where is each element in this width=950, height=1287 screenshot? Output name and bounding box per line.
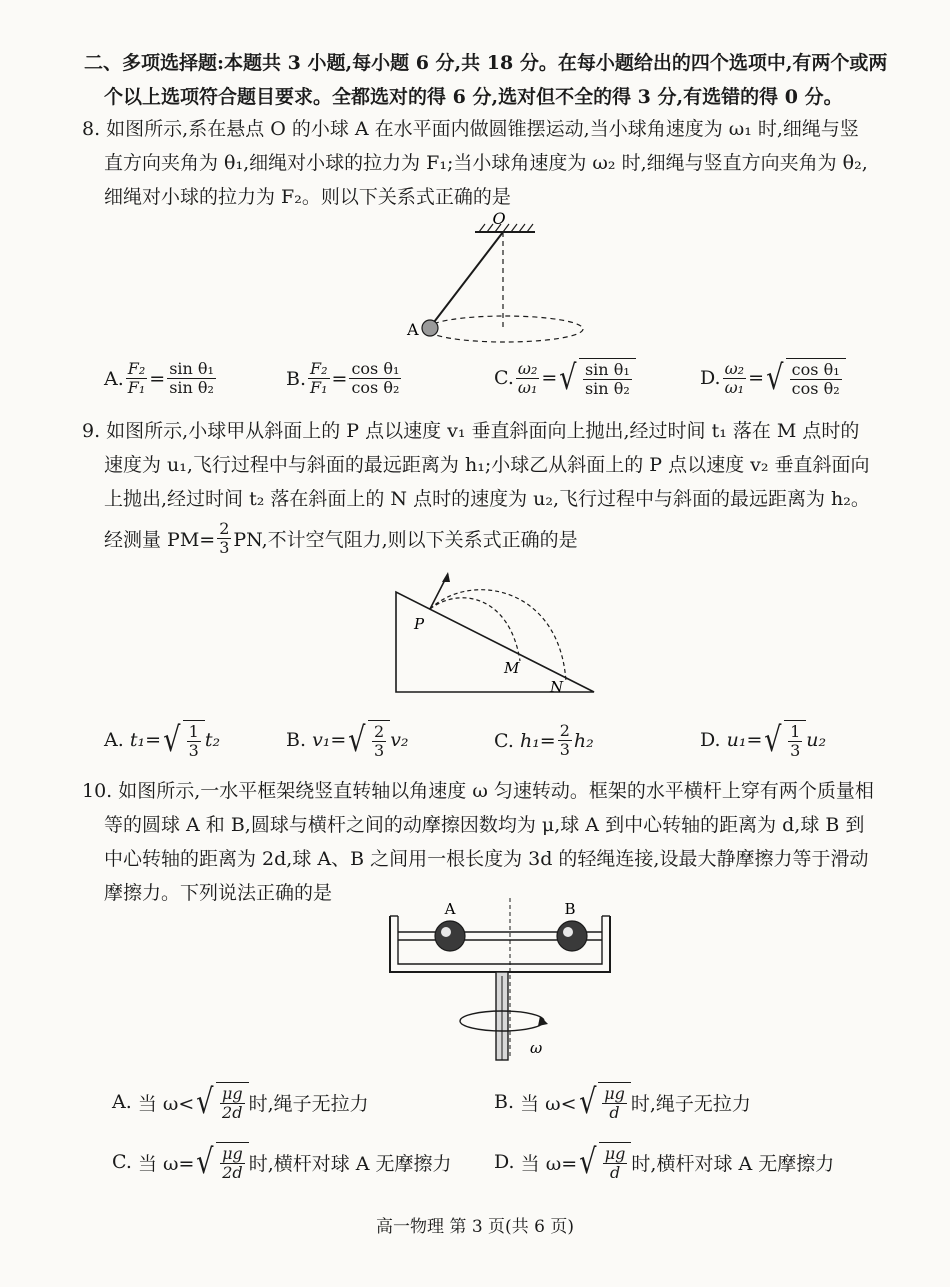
q9-text-line1: 9. 如图所示,小球甲从斜面上的 P 点以速度 v₁ 垂直斜面向上抛出,经过时间 t₁ 落在 M 点时的 (82, 420, 860, 442)
q9-text-line4: 经测量 PM= $\frac{2}{3}$ PN,不计空气阻力,则以下关系式正确的是 (104, 519, 578, 557)
label-o: O (492, 209, 506, 228)
q8-text-line2: 直方向夹角为 θ₁,细绳对小球的拉力为 F₁;当小球角速度为 ω₂ 时,细绳与竖直方向夹角为 θ₂, (104, 152, 868, 174)
label-omega: ω (530, 1039, 543, 1057)
ball-b-highlight (563, 927, 573, 937)
q9-text-line3: 上抛出,经过时间 t₂ 落在斜面上的 N 点时的速度为 u₂,飞行过程中与斜面的最远距离为 h₂。 (104, 488, 870, 510)
q10-option-c: C. 当 ω= √ $\frac{\mu g}{2d}$ 时,横杆对球 A 无摩擦力 (112, 1142, 452, 1182)
q8-option-d: D. $\frac{\text{ω₂}}{\text{ω₁}}$ = √ $\frac{\text{cos θ₁}}{\text{cos θ₂}}$ (700, 358, 846, 398)
section-header-line2: 个以上选项符合题目要求。全都选对的得 6 分,选对但不全的得 3 分,有选错的得 0 分。 (104, 86, 843, 108)
ball-a (422, 320, 438, 336)
q10-text-line1: 10. 如图所示,一水平框架绕竖直转轴以角速度 ω 匀速转动。框架的水平横杆上穿有两个质量相 (82, 780, 874, 802)
section-header-line1: 二、多项选择题:本题共 3 小题,每小题 6 分,共 18 分。在每小题给出的四个选项中,有两个或两 (84, 52, 888, 74)
q10-rotating-frame-figure (380, 896, 620, 1066)
q8-text-line3: 细绳对小球的拉力为 F₂。则以下关系式正确的是 (104, 186, 511, 208)
q9-option-b: B. v₁= √ $\frac{2}{3}$ v₂ (286, 720, 409, 760)
q8-text-line1: 8. 如图所示,系在悬点 O 的小球 A 在水平面内做圆锥摆运动,当小球角速度为 ω₁ 时,细绳与竖 (82, 118, 859, 140)
rotation-arrowhead (538, 1016, 548, 1026)
q10-text-line4: 摩擦力。下列说法正确的是 (104, 882, 333, 904)
circular-path (427, 316, 583, 342)
ceiling-hatch (479, 224, 533, 232)
label-a: A (407, 320, 419, 339)
q9-text-line2: 速度为 u₁,飞行过程中与斜面的最远距离为 h₁;小球乙从斜面上的 P 点以速度 v₂ 垂直斜面向 (104, 454, 870, 476)
ball-a (435, 921, 465, 951)
q8-option-a: A. $\frac{\text{F₂}}{\text{F₁}}$ = $\frac{\text{sin θ₁}}{\text{sin θ₂}}$ (104, 359, 214, 397)
q10-text-line2: 等的圆球 A 和 B,圆球与横杆之间的动摩擦因数均为 μ,球 A 到中心转轴的距离为 d,球 B 到 (104, 814, 865, 836)
label-p: P (414, 615, 425, 633)
q8-option-c: C. $\frac{\text{ω₂}}{\text{ω₁}}$ = √ $\frac{\text{sin θ₁}}{\text{sin θ₂}}$ (494, 358, 636, 398)
page-footer: 高一物理 第 3 页(共 6 页) (376, 1217, 574, 1237)
ball-a-highlight (441, 927, 451, 937)
q9-option-a: A. t₁= √ $\frac{1}{3}$ t₂ (104, 720, 221, 760)
incline-triangle (396, 592, 594, 692)
q10-text-line3: 中心转轴的距离为 2d,球 A、B 之间用一根长度为 3d 的轻绳连接,设最大静摩擦力等于滑动 (104, 848, 869, 870)
ball-b (557, 921, 587, 951)
q9-incline-figure (390, 566, 605, 698)
q9-option-d: D. u₁= √ $\frac{1}{3}$ u₂ (700, 720, 827, 760)
q10-option-b: B. 当 ω< √ $\frac{\mu g}{d}$ 时,绳子无拉力 (494, 1082, 751, 1122)
trajectory-m (430, 598, 520, 661)
q8-conical-pendulum-figure (395, 208, 615, 358)
q8-option-b: B. $\frac{\text{F₂}}{\text{F₁}}$ = $\frac{\text{cos θ₁}}{\text{cos θ₂}}$ (286, 359, 400, 397)
q10-option-d: D. 当 ω= √ $\frac{\mu g}{d}$ 时,横杆对球 A 无摩擦力 (494, 1142, 835, 1182)
label-ball-b: B (564, 900, 576, 918)
label-m: M (504, 659, 520, 677)
q10-option-a: A. 当 ω< √ $\frac{\mu g}{2d}$ 时,绳子无拉力 (112, 1082, 369, 1122)
launch-arrowhead (442, 572, 450, 582)
string (431, 232, 503, 326)
label-n: N (550, 678, 564, 696)
q9-option-c: C. h₁= $\frac{2}{3}$ h₂ (494, 721, 594, 759)
label-ball-a: A (444, 900, 456, 918)
